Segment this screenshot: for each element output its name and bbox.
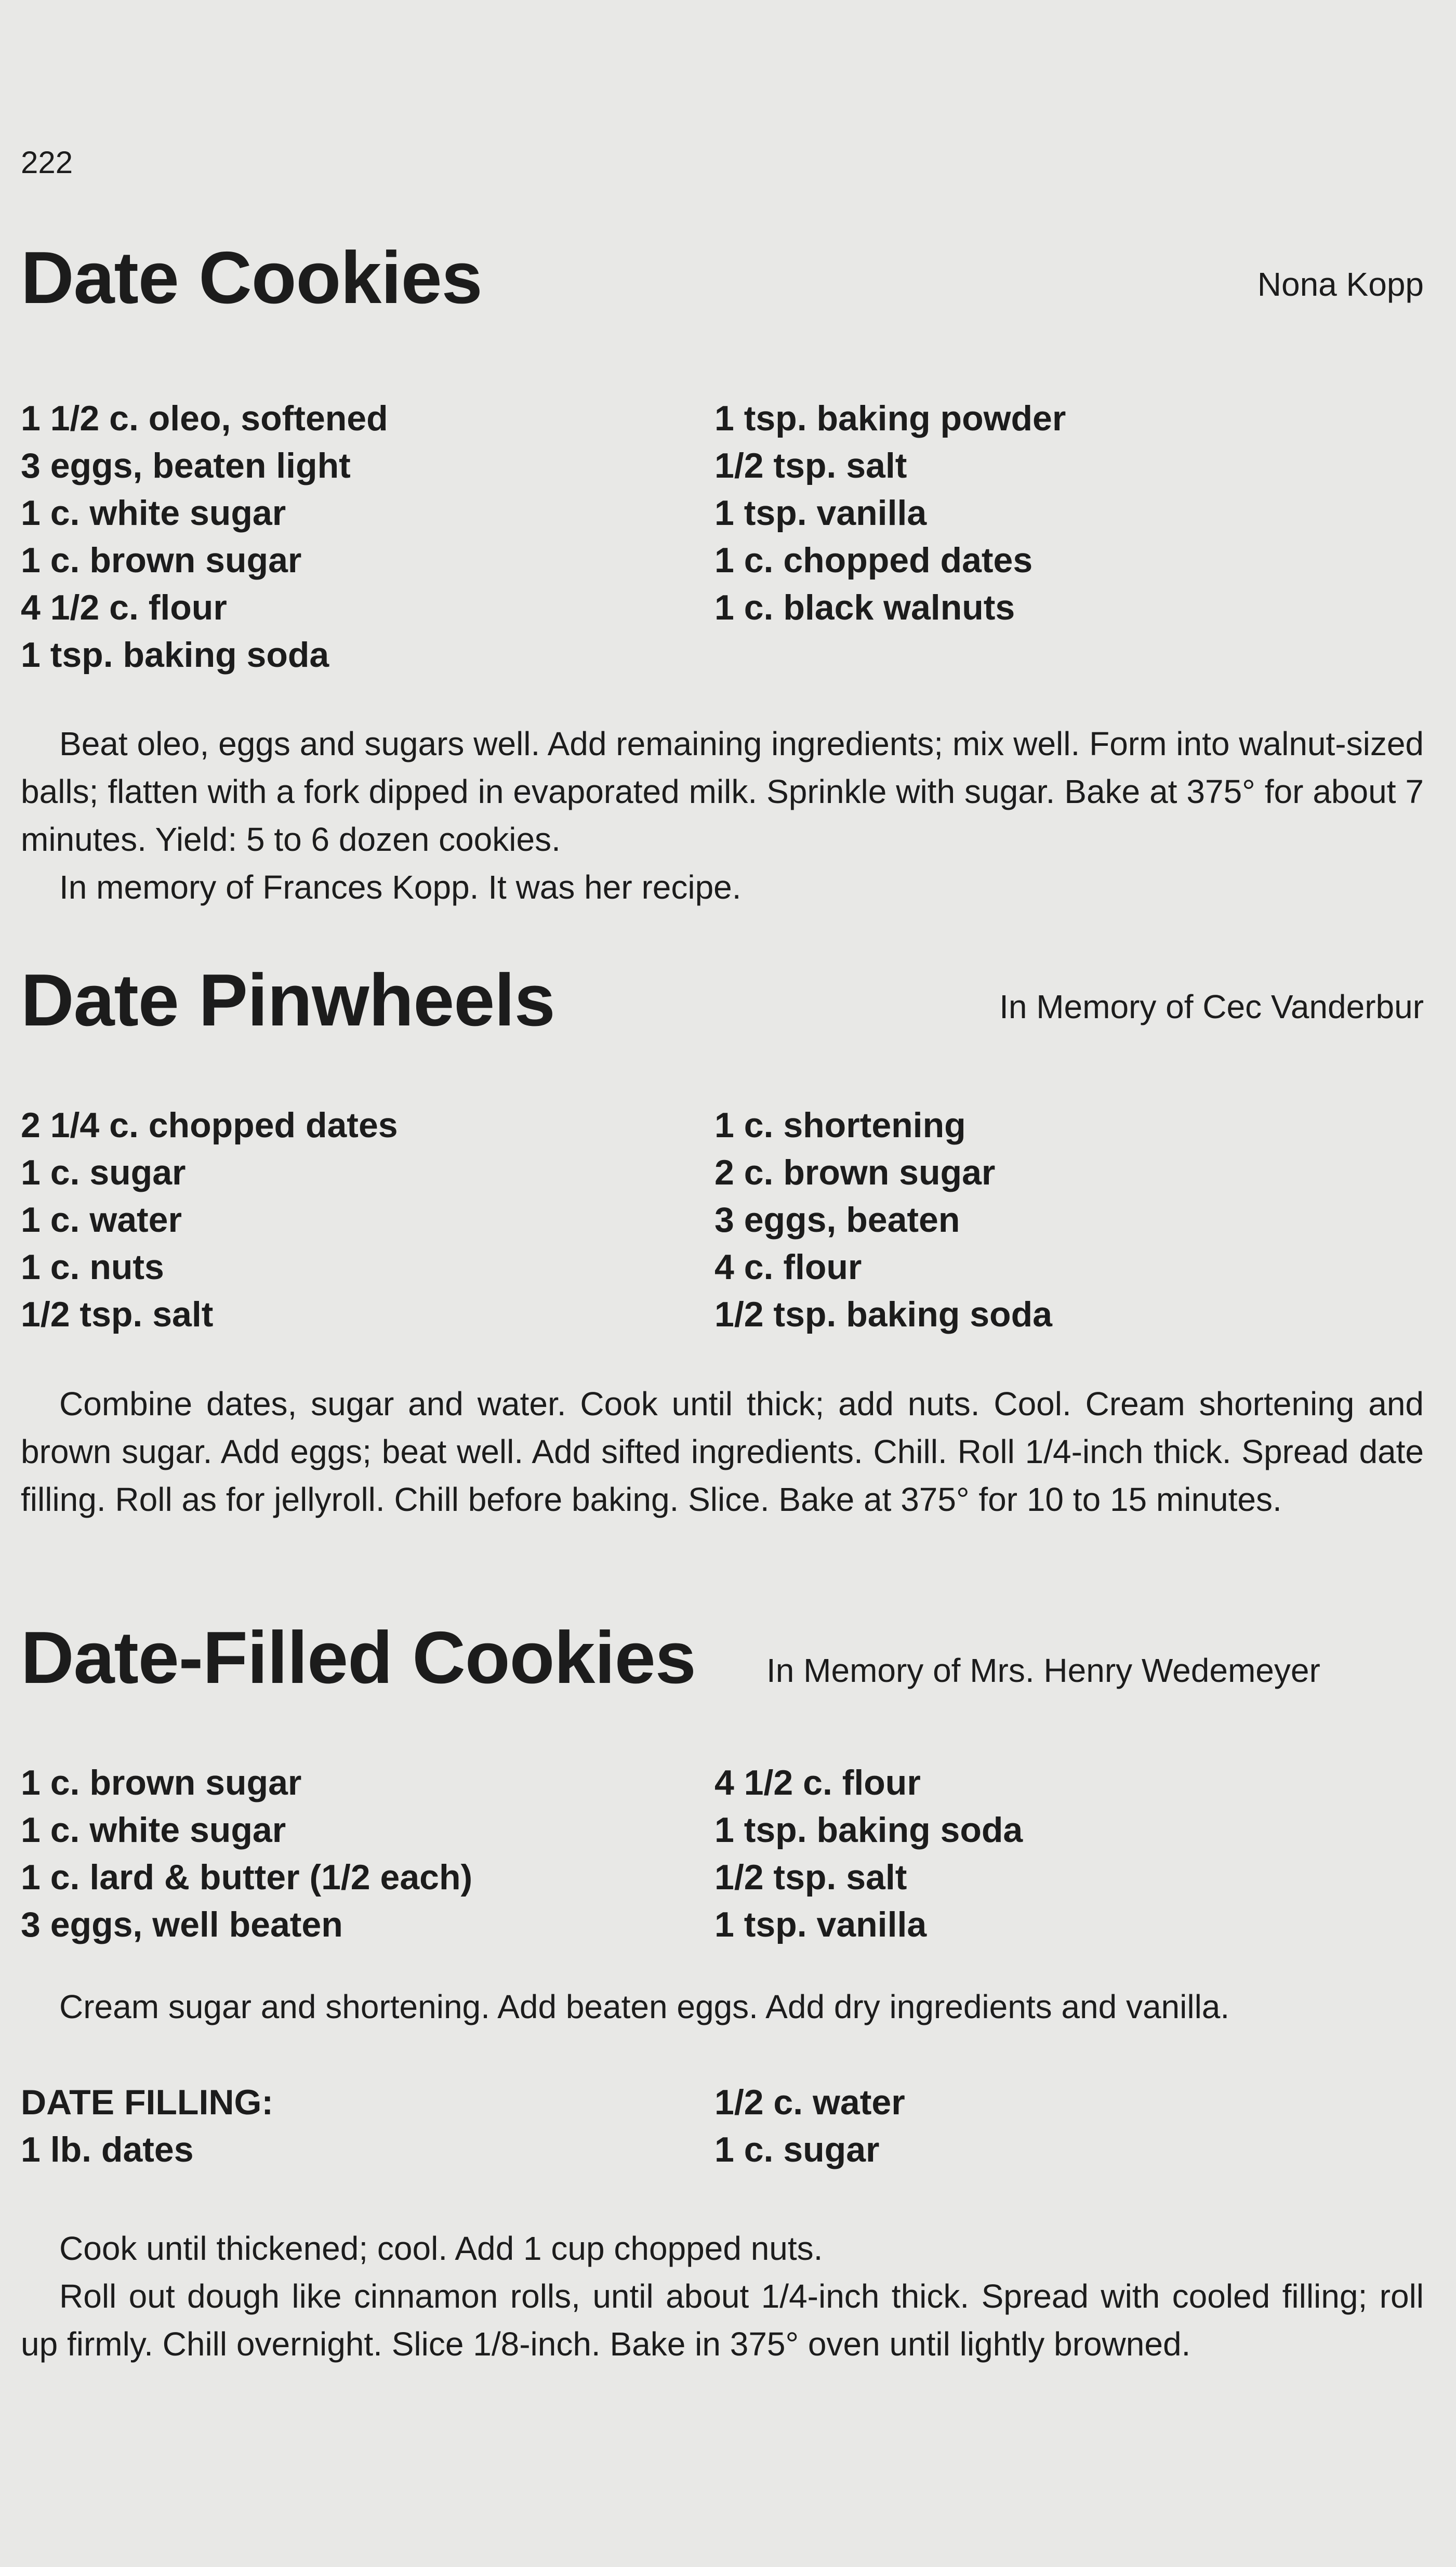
ingredient: 1/2 tsp. salt: [714, 1858, 907, 1897]
recipe-directions: [21, 1983, 1424, 2031]
ingredient-column-left: [21, 395, 388, 679]
ingredient: 1 c. sugar: [714, 2130, 880, 2169]
ingredient: 1 c. lard & butter (1/2 each): [21, 1858, 473, 1897]
filling-directions: [21, 2224, 1424, 2368]
ingredient: 3 eggs, beaten: [714, 1200, 960, 1240]
direction-paragraph: Cream sugar and shortening. Add beaten eggs. Add dry ingredients and vanilla.: [59, 1988, 1230, 2025]
ingredient: 1 c. shortening: [714, 1105, 966, 1145]
recipe-date-cookies: [21, 236, 1424, 906]
ingredient: 4 1/2 c. flour: [21, 588, 227, 627]
ingredient: 1 c. white sugar: [21, 1810, 286, 1850]
ingredient: 1/2 tsp. salt: [21, 1295, 214, 1334]
direction-paragraph: Cook until thickened; cool. Add 1 cup chopped nuts.: [59, 2230, 823, 2267]
recipe-directions: [21, 1380, 1424, 1523]
ingredient: 4 c. flour: [714, 1247, 862, 1287]
ingredient: 2 c. brown sugar: [714, 1153, 996, 1192]
direction-paragraph: Combine dates, sugar and water. Cook until thick; add nuts. Cool. Cream shortening and brown sugar. Add eggs; beat well. Add sifted ingredients. Chill. Roll 1/4-inch thick. Spread date filling. Roll as for jellyroll. Chill before baking. Slice. Bake at 375° for 10 to 15 minutes.: [21, 1385, 1424, 1518]
ingredient-column-right: [714, 1102, 1052, 1338]
ingredient: 3 eggs, well beaten: [21, 1905, 343, 1944]
ingredient: 1 c. nuts: [21, 1247, 164, 1287]
filling-column-right: [714, 2079, 905, 2174]
ingredient: 4 1/2 c. flour: [714, 1763, 921, 1802]
ingredient: 1 tsp. vanilla: [714, 493, 927, 533]
ingredient-column-left: [21, 1102, 398, 1338]
filling-column-left: [21, 2079, 273, 2174]
ingredient-column-right: [714, 1759, 1023, 1949]
recipe-header: [21, 959, 1424, 1042]
ingredient: 1 c. black walnuts: [714, 588, 1015, 627]
page-number: 222: [21, 145, 73, 180]
recipe-date-filled-cookies: [21, 1616, 1424, 2363]
ingredient: 2 1/4 c. chopped dates: [21, 1105, 398, 1145]
direction-paragraph: Beat oleo, eggs and sugars well. Add remaining ingredients; mix well. Form into walnut-sized balls; flatten with a fork dipped in evaporated milk. Sprinkle with sugar. Bake at 375° for about 7 minutes. Yield: 5 to 6 dozen cookies.: [21, 725, 1424, 858]
ingredient: 1/2 tsp. salt: [714, 446, 907, 485]
ingredient: 1/2 c. water: [714, 2083, 905, 2122]
recipe-title: Date Cookies: [21, 236, 482, 319]
ingredient: 1 c. brown sugar: [21, 1763, 302, 1802]
ingredient-column-left: [21, 1759, 472, 1949]
filling-heading: DATE FILLING:: [21, 2083, 273, 2122]
ingredient: 1 c. white sugar: [21, 493, 286, 533]
ingredient: 3 eggs, beaten light: [21, 446, 351, 485]
direction-paragraph: In memory of Frances Kopp. It was her recipe.: [59, 868, 742, 906]
ingredient: 1 c. brown sugar: [21, 541, 302, 580]
ingredient: 1 tsp. baking soda: [714, 1810, 1023, 1850]
ingredient: 1 lb. dates: [21, 2130, 194, 2169]
ingredient: 1 c. chopped dates: [714, 541, 1033, 580]
ingredient: 1 tsp. vanilla: [714, 1905, 927, 1944]
recipe-header: [21, 1616, 1424, 1699]
recipe-contributor: In Memory of Mrs. Henry Wedemeyer: [766, 1652, 1320, 1689]
ingredient: 1 1/2 c. oleo, softened: [21, 399, 388, 438]
ingredient-column-right: [714, 395, 1066, 631]
direction-paragraph: Roll out dough like cinnamon rolls, until about 1/4-inch thick. Spread with cooled filling; roll up firmly. Chill overnight. Slice 1/8-inch. Bake in 375° oven until lightly browned.: [21, 2278, 1424, 2363]
ingredient: 1 c. sugar: [21, 1153, 186, 1192]
ingredient: 1 tsp. baking soda: [21, 635, 329, 675]
recipe-date-pinwheels: [21, 959, 1424, 1518]
recipe-title: Date Pinwheels: [21, 959, 555, 1042]
recipe-contributor: Nona Kopp: [1257, 266, 1424, 303]
recipe-title: Date-Filled Cookies: [21, 1616, 696, 1699]
ingredient: 1 tsp. baking powder: [714, 399, 1066, 438]
recipe-header: [21, 236, 1424, 319]
recipe-directions: [21, 720, 1424, 911]
ingredient: 1 c. water: [21, 1200, 182, 1240]
ingredient: 1/2 tsp. baking soda: [714, 1295, 1052, 1334]
recipe-contributor: In Memory of Cec Vanderbur: [999, 988, 1424, 1025]
